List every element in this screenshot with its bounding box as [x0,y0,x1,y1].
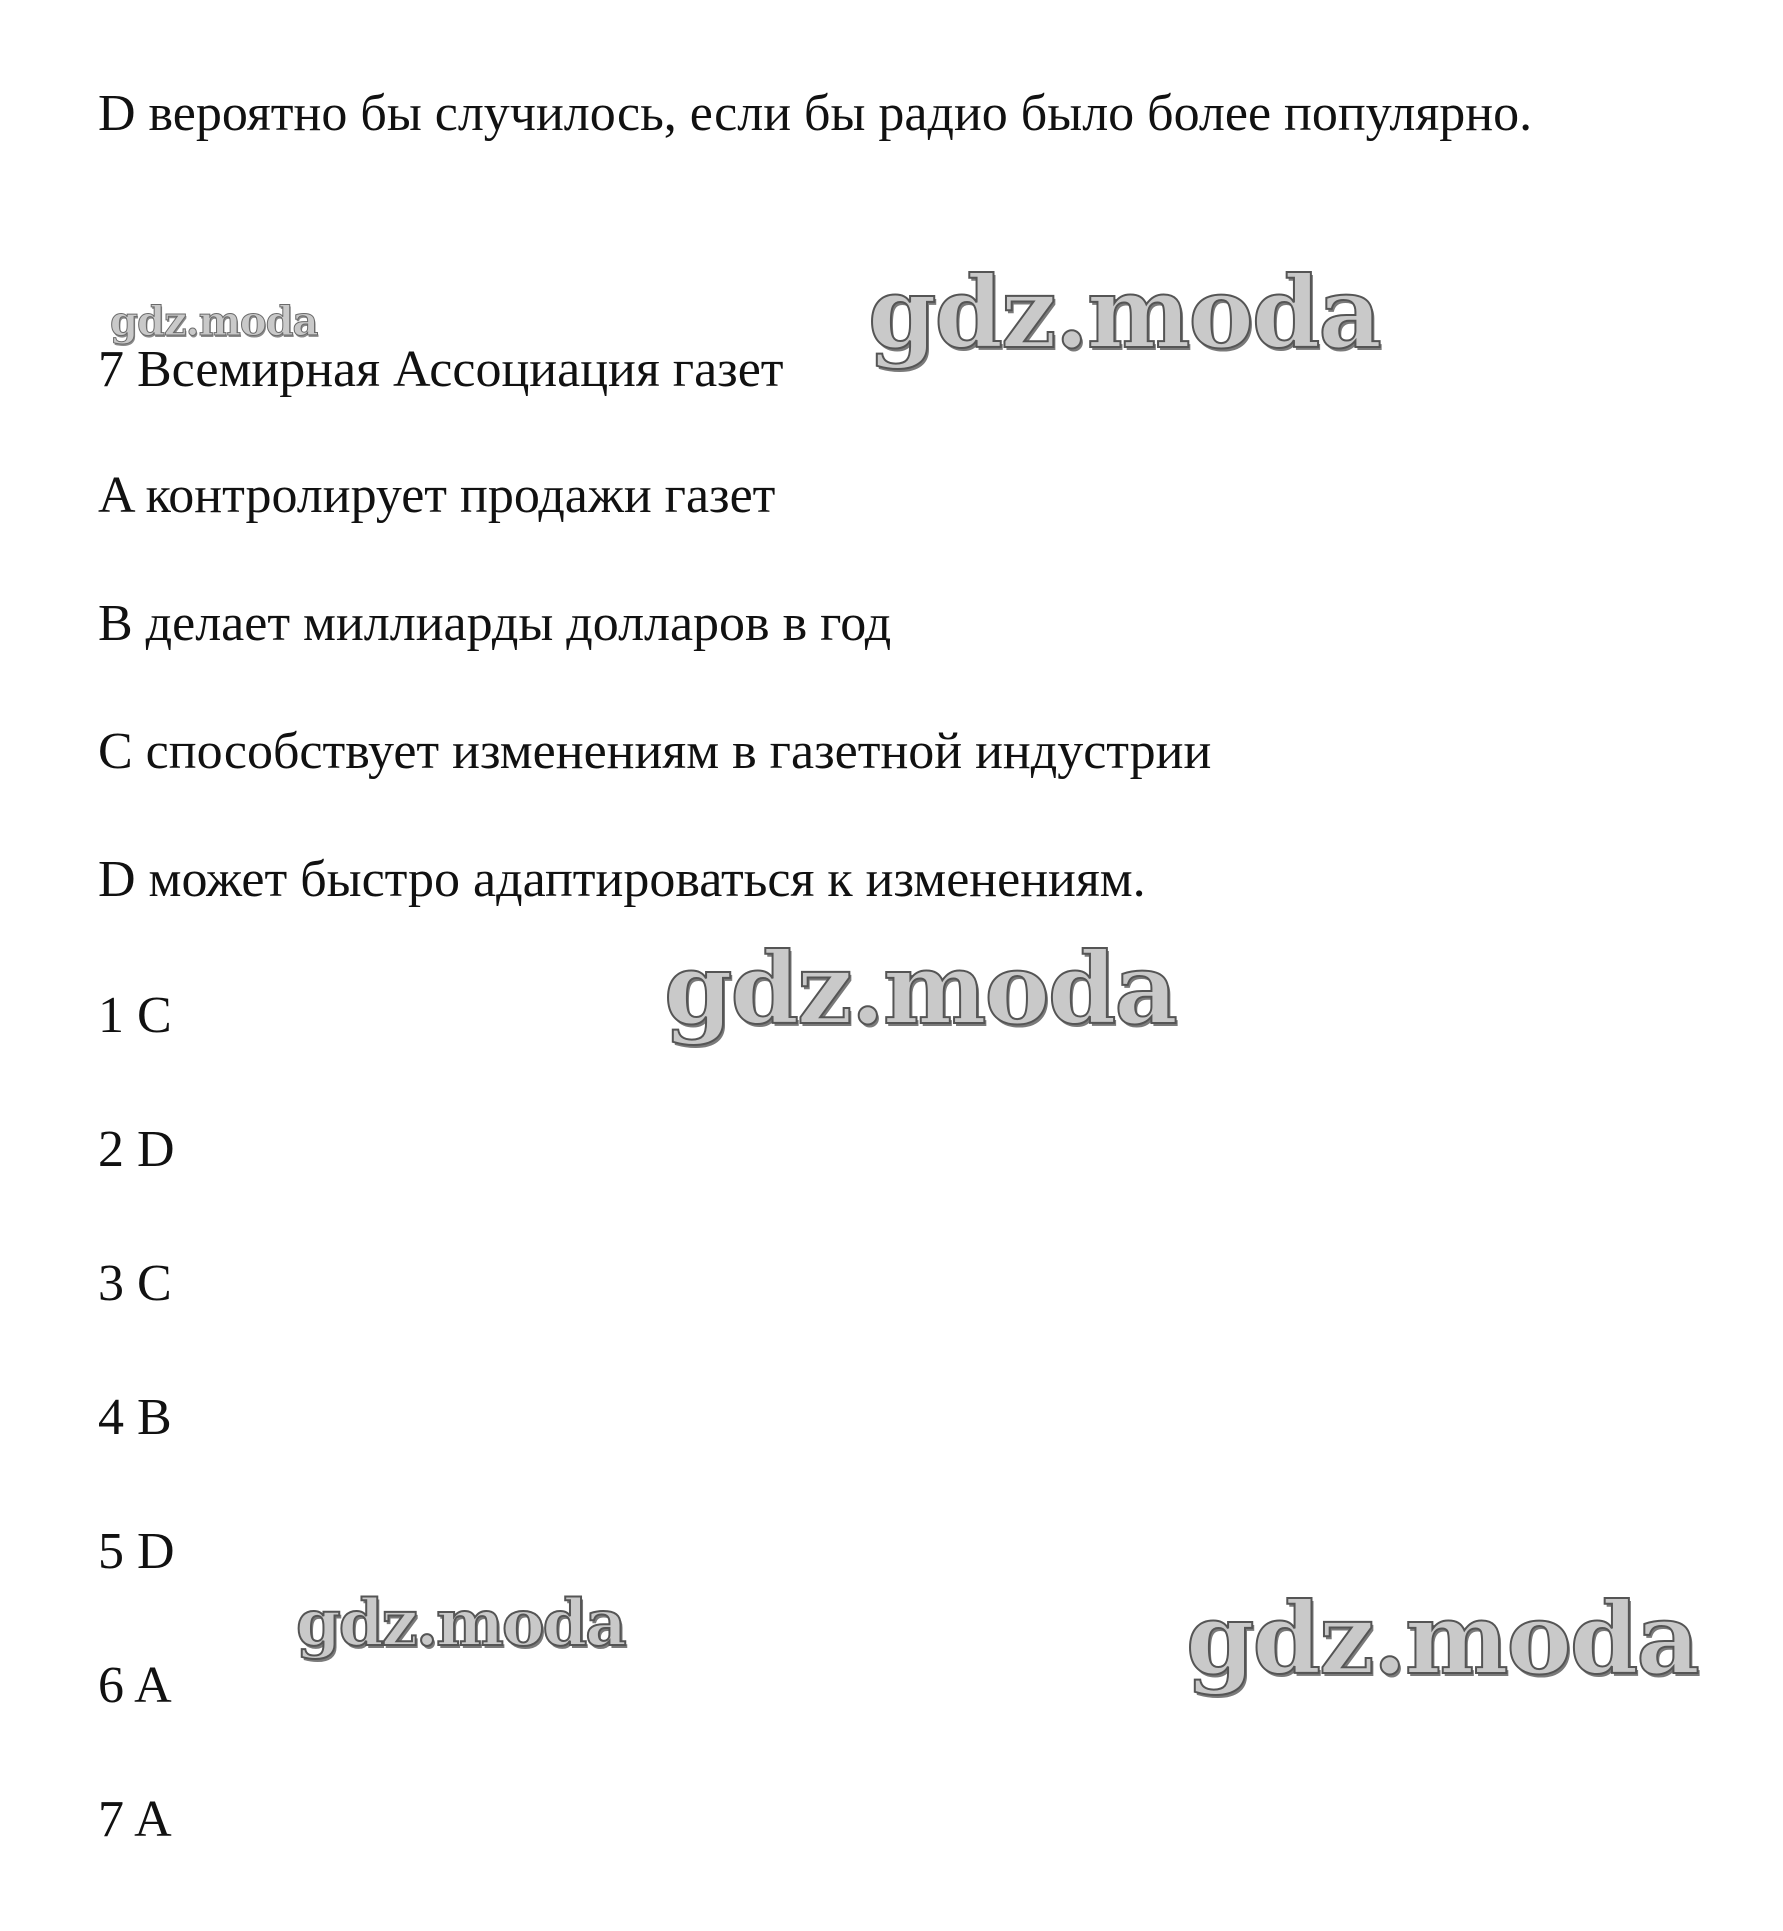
answer-item: 4 B [98,1389,172,1446]
option-c: C способствует изменениям в газетной индустрии [98,723,1212,780]
question-prompt: 7 Всемирная Ассоциация газет [98,341,784,398]
answer-item: 2 D [98,1121,175,1178]
option-d: D может быстро адаптироваться к изменениям. [98,851,1146,908]
answer-item: 7 A [98,1791,172,1848]
answer-item: 3 C [98,1255,172,1312]
watermark: gdz.moda [664,932,1176,1047]
watermark: gdz.moda [868,256,1380,371]
answer-item: 1 C [98,987,172,1044]
watermark: gdz.moda [110,298,318,345]
option-d-text: D вероятно бы случилось, если бы радио было более популярно. [98,85,1533,142]
answer-item: 5 D [98,1523,175,1580]
option-a: A контролирует продажи газет [98,467,776,524]
option-b: B делает миллиарды долларов в год [98,595,892,652]
watermark: gdz.moda [296,1586,625,1661]
answer-item: 6 A [98,1657,172,1714]
watermark: gdz.moda [1186,1582,1698,1697]
